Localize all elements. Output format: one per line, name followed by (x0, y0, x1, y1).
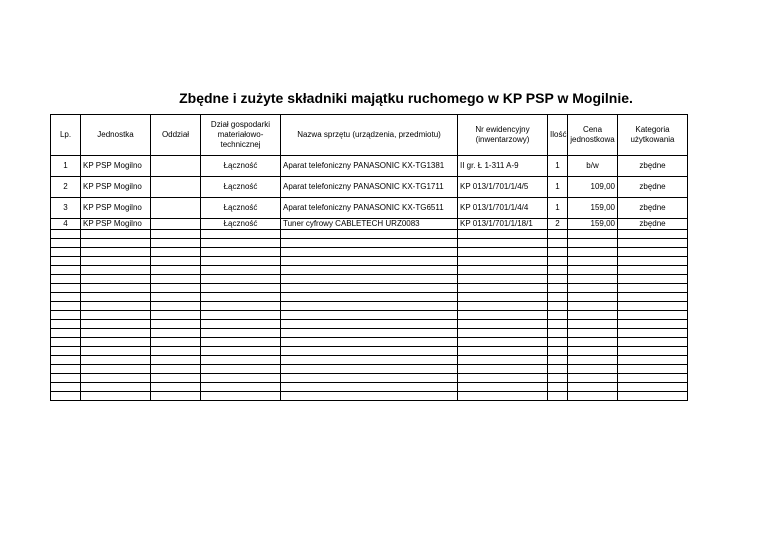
header-ilosc: Ilość (548, 115, 568, 156)
empty-cell (281, 392, 458, 401)
cell-ilosc: 2 (548, 219, 568, 230)
empty-cell (81, 347, 151, 356)
empty-cell (81, 320, 151, 329)
empty-cell (458, 311, 548, 320)
empty-cell (201, 383, 281, 392)
empty-cell (201, 266, 281, 275)
empty-cell (151, 302, 201, 311)
empty-cell (548, 329, 568, 338)
empty-cell (458, 275, 548, 284)
cell-jednostka: KP PSP Mogilno (81, 198, 151, 219)
empty-cell (548, 392, 568, 401)
cell-lp: 4 (51, 219, 81, 230)
cell-dzial: Łączność (201, 198, 281, 219)
table-row (51, 177, 688, 198)
empty-cell (548, 248, 568, 257)
cell-nazwa: Aparat telefoniczny PANASONIC KX-TG1711 (281, 177, 458, 198)
cell-cena: b/w (568, 156, 618, 177)
empty-cell (568, 302, 618, 311)
empty-cell (281, 338, 458, 347)
cell-oddzial (151, 156, 201, 177)
empty-cell (548, 365, 568, 374)
empty-row (51, 365, 688, 374)
empty-cell (81, 338, 151, 347)
empty-cell (201, 275, 281, 284)
empty-cell (151, 266, 201, 275)
empty-cell (458, 257, 548, 266)
empty-cell (51, 329, 81, 338)
empty-cell (51, 311, 81, 320)
empty-row (51, 320, 688, 329)
empty-cell (548, 347, 568, 356)
empty-cell (51, 383, 81, 392)
empty-cell (568, 347, 618, 356)
cell-kategoria: zbędne (618, 219, 688, 230)
empty-cell (281, 383, 458, 392)
empty-row (51, 311, 688, 320)
empty-cell (201, 329, 281, 338)
empty-cell (81, 383, 151, 392)
empty-cell (201, 338, 281, 347)
empty-row (51, 257, 688, 266)
empty-cell (458, 347, 548, 356)
empty-cell (568, 329, 618, 338)
empty-cell (151, 392, 201, 401)
empty-cell (548, 275, 568, 284)
empty-cell (81, 284, 151, 293)
empty-cell (568, 239, 618, 248)
empty-cell (201, 257, 281, 266)
empty-cell (281, 365, 458, 374)
empty-cell (201, 392, 281, 401)
cell-nr: KP 013/1/701/1/18/1 (458, 219, 548, 230)
empty-cell (81, 374, 151, 383)
empty-cell (458, 320, 548, 329)
empty-cell (51, 275, 81, 284)
empty-cell (568, 230, 618, 239)
empty-cell (618, 239, 688, 248)
empty-cell (281, 275, 458, 284)
empty-cell (81, 239, 151, 248)
empty-cell (548, 338, 568, 347)
empty-cell (51, 302, 81, 311)
cell-cena: 159,00 (568, 219, 618, 230)
empty-cell (618, 329, 688, 338)
empty-cell (548, 266, 568, 275)
empty-cell (151, 356, 201, 365)
empty-row (51, 329, 688, 338)
empty-cell (201, 302, 281, 311)
empty-row (51, 248, 688, 257)
empty-cell (458, 293, 548, 302)
empty-cell (51, 248, 81, 257)
empty-cell (81, 302, 151, 311)
empty-row (51, 293, 688, 302)
empty-cell (81, 356, 151, 365)
empty-cell (51, 374, 81, 383)
empty-cell (548, 302, 568, 311)
empty-row (51, 338, 688, 347)
empty-cell (458, 365, 548, 374)
empty-row (51, 356, 688, 365)
empty-cell (151, 383, 201, 392)
empty-cell (201, 356, 281, 365)
empty-cell (81, 257, 151, 266)
empty-cell (281, 266, 458, 275)
cell-ilosc: 1 (548, 198, 568, 219)
empty-cell (151, 338, 201, 347)
empty-cell (618, 347, 688, 356)
empty-cell (548, 356, 568, 365)
empty-cell (151, 248, 201, 257)
empty-cell (568, 311, 618, 320)
empty-row (51, 347, 688, 356)
empty-cell (81, 230, 151, 239)
header-nr: Nr ewidencyjny (inwentarzowy) (458, 115, 548, 156)
empty-row (51, 374, 688, 383)
empty-cell (151, 257, 201, 266)
header-dzial: Dział gospodarki materiałowo-technicznej (201, 115, 281, 156)
empty-cell (81, 392, 151, 401)
asset-table (50, 114, 688, 401)
empty-cell (201, 365, 281, 374)
empty-cell (81, 275, 151, 284)
header-nazwa: Nazwa sprzętu (urządzenia, przedmiotu) (281, 115, 458, 156)
table-row (51, 219, 688, 230)
empty-cell (548, 374, 568, 383)
empty-cell (568, 320, 618, 329)
empty-cell (201, 230, 281, 239)
empty-cell (618, 320, 688, 329)
cell-lp: 2 (51, 177, 81, 198)
empty-cell (81, 266, 151, 275)
empty-cell (281, 239, 458, 248)
table-row (51, 198, 688, 219)
empty-cell (51, 365, 81, 374)
empty-cell (568, 374, 618, 383)
empty-cell (201, 374, 281, 383)
empty-cell (618, 356, 688, 365)
empty-cell (51, 239, 81, 248)
empty-cell (201, 347, 281, 356)
cell-oddzial (151, 198, 201, 219)
empty-cell (151, 329, 201, 338)
empty-cell (281, 356, 458, 365)
empty-cell (458, 356, 548, 365)
empty-cell (281, 302, 458, 311)
empty-row (51, 302, 688, 311)
header-oddzial: Oddział (151, 115, 201, 156)
cell-dzial: Łączność (201, 219, 281, 230)
empty-cell (568, 257, 618, 266)
empty-cell (151, 284, 201, 293)
header-jednostka: Jednostka (81, 115, 151, 156)
empty-cell (458, 248, 548, 257)
cell-jednostka: KP PSP Mogilno (81, 156, 151, 177)
empty-cell (281, 329, 458, 338)
empty-row (51, 230, 688, 239)
empty-cell (458, 383, 548, 392)
cell-oddzial (151, 177, 201, 198)
cell-oddzial (151, 219, 201, 230)
empty-row (51, 383, 688, 392)
empty-cell (51, 284, 81, 293)
cell-nazwa: Tuner cyfrowy CABLETECH URZ0083 (281, 219, 458, 230)
empty-cell (281, 257, 458, 266)
empty-cell (618, 248, 688, 257)
header-kategoria: Kategoria użytkowania (618, 115, 688, 156)
cell-dzial: Łączność (201, 177, 281, 198)
cell-jednostka: KP PSP Mogilno (81, 177, 151, 198)
empty-cell (81, 248, 151, 257)
empty-cell (51, 347, 81, 356)
empty-cell (568, 284, 618, 293)
cell-ilosc: 1 (548, 156, 568, 177)
empty-row (51, 275, 688, 284)
empty-cell (281, 347, 458, 356)
empty-rows (51, 230, 688, 401)
cell-lp: 1 (51, 156, 81, 177)
empty-cell (458, 329, 548, 338)
header-row (51, 115, 688, 156)
empty-cell (458, 239, 548, 248)
header-cena: Cena jednostkowa (568, 115, 618, 156)
header-lp: Lp. (51, 115, 81, 156)
empty-cell (618, 365, 688, 374)
empty-cell (151, 275, 201, 284)
empty-cell (281, 230, 458, 239)
cell-jednostka: KP PSP Mogilno (81, 219, 151, 230)
empty-cell (548, 383, 568, 392)
empty-cell (151, 365, 201, 374)
empty-cell (151, 311, 201, 320)
cell-lp: 3 (51, 198, 81, 219)
empty-cell (568, 293, 618, 302)
empty-cell (201, 284, 281, 293)
empty-cell (618, 302, 688, 311)
empty-cell (201, 248, 281, 257)
empty-cell (618, 284, 688, 293)
empty-cell (281, 311, 458, 320)
empty-cell (568, 365, 618, 374)
empty-cell (618, 257, 688, 266)
empty-cell (81, 329, 151, 338)
empty-cell (618, 293, 688, 302)
table-row (51, 156, 688, 177)
empty-cell (281, 374, 458, 383)
cell-cena: 159,00 (568, 198, 618, 219)
cell-nazwa: Aparat telefoniczny PANASONIC KX-TG1381 (281, 156, 458, 177)
empty-cell (548, 230, 568, 239)
empty-cell (81, 311, 151, 320)
empty-cell (548, 293, 568, 302)
empty-cell (618, 392, 688, 401)
empty-cell (458, 284, 548, 293)
empty-cell (151, 320, 201, 329)
empty-cell (568, 275, 618, 284)
empty-cell (51, 356, 81, 365)
empty-row (51, 266, 688, 275)
empty-cell (51, 338, 81, 347)
empty-row (51, 239, 688, 248)
empty-cell (151, 239, 201, 248)
empty-cell (568, 266, 618, 275)
cell-kategoria: zbędne (618, 156, 688, 177)
cell-nr: KP 013/1/701/1/4/5 (458, 177, 548, 198)
empty-cell (548, 284, 568, 293)
cell-kategoria: zbędne (618, 177, 688, 198)
empty-cell (568, 338, 618, 347)
empty-cell (458, 374, 548, 383)
empty-cell (81, 365, 151, 374)
empty-cell (151, 374, 201, 383)
empty-row (51, 392, 688, 401)
empty-cell (151, 230, 201, 239)
cell-nazwa: Aparat telefoniczny PANASONIC KX-TG6511 (281, 198, 458, 219)
empty-cell (51, 392, 81, 401)
empty-cell (568, 392, 618, 401)
empty-cell (568, 356, 618, 365)
empty-cell (201, 320, 281, 329)
empty-cell (51, 320, 81, 329)
cell-cena: 109,00 (568, 177, 618, 198)
empty-cell (568, 248, 618, 257)
empty-cell (81, 293, 151, 302)
cell-ilosc: 1 (548, 177, 568, 198)
empty-cell (51, 230, 81, 239)
empty-cell (568, 383, 618, 392)
empty-cell (548, 257, 568, 266)
empty-cell (618, 338, 688, 347)
cell-dzial: Łączność (201, 156, 281, 177)
empty-cell (458, 230, 548, 239)
cell-nr: II gr. Ł 1-311 A-9 (458, 156, 548, 177)
empty-cell (51, 257, 81, 266)
empty-cell (618, 374, 688, 383)
empty-cell (281, 320, 458, 329)
empty-cell (458, 266, 548, 275)
empty-cell (618, 383, 688, 392)
cell-kategoria: zbędne (618, 198, 688, 219)
empty-cell (151, 293, 201, 302)
empty-cell (281, 284, 458, 293)
empty-cell (201, 239, 281, 248)
empty-cell (618, 230, 688, 239)
empty-cell (151, 347, 201, 356)
empty-cell (458, 302, 548, 311)
empty-cell (458, 392, 548, 401)
empty-cell (548, 239, 568, 248)
empty-cell (548, 311, 568, 320)
empty-cell (201, 311, 281, 320)
empty-cell (201, 293, 281, 302)
page-title: Zbędne i zużyte składniki majątku ruchomego w KP PSP w Mogilnie. (179, 90, 633, 106)
empty-row (51, 284, 688, 293)
cell-nr: KP 013/1/701/1/4/4 (458, 198, 548, 219)
empty-cell (51, 293, 81, 302)
empty-cell (281, 248, 458, 257)
empty-cell (281, 293, 458, 302)
empty-cell (458, 338, 548, 347)
empty-cell (618, 311, 688, 320)
empty-cell (618, 266, 688, 275)
empty-cell (548, 320, 568, 329)
empty-cell (51, 266, 81, 275)
empty-cell (618, 275, 688, 284)
